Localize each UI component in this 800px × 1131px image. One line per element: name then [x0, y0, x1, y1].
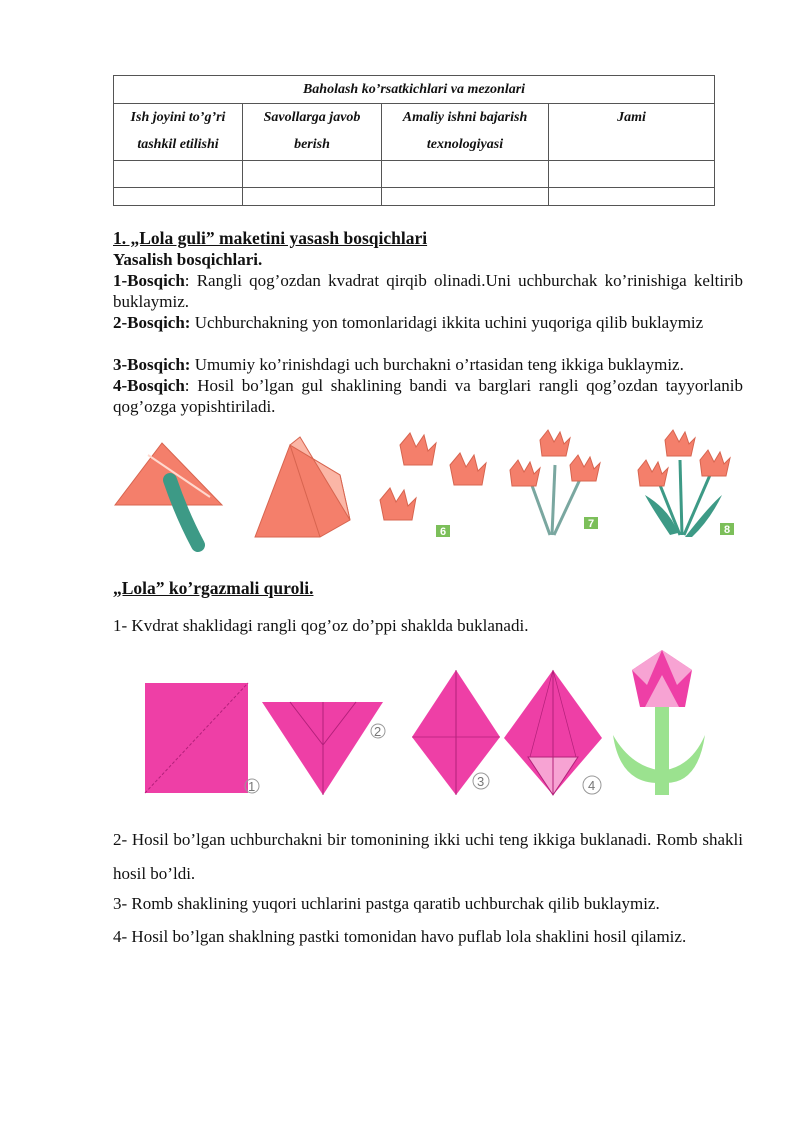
pink-triangle-illustration: [262, 702, 385, 795]
svg-text:8: 8: [724, 524, 731, 536]
step-3: 3-Bosqich: Umumiy ko’rinishdagi uch burchakni o’rtasidan teng ikkiga buklaymiz.: [113, 355, 684, 374]
svg-text:4: 4: [588, 778, 596, 793]
column-header-workplace: Ish joyini to’g’ri tashkil etilishi: [114, 104, 243, 161]
section-subtitle: Yasalish bosqichlari.: [113, 250, 263, 269]
instruction-2: 2- Hosil bo’lgan uchburchakni bir tomonining ikki uchi teng ikkiga buklanadi. Romb shakli hosil bo’ldi.: [113, 830, 743, 883]
tulip-steps-figure: [110, 425, 750, 555]
table-row: [114, 188, 715, 206]
section-title-tulip-visual-aid: „Lola” ko’rgazmali quroli.: [113, 578, 314, 598]
pink-square-illustration: [145, 683, 259, 794]
svg-text:3: 3: [477, 774, 485, 789]
svg-text:6: 6: [440, 526, 447, 538]
svg-text:1: 1: [248, 779, 256, 794]
pink-tulip-illustration: [613, 650, 705, 795]
pink-tulip-steps-figure: [140, 645, 710, 800]
instruction-1: 1- Kvdrat shaklidagi rangli qog’oz do’ppi shaklda buklanadi.: [113, 616, 529, 635]
tulip-heads-illustration: [380, 433, 486, 520]
instruction-4: 4- Hosil bo’lgan shaklning pastki tomonidan havo puflab lola shaklini hosil qilamiz.: [113, 927, 687, 946]
step-4: 4-Bosqich: Hosil bo’lgan gul shaklining bandi va barglari rangli qog’ozdan tayyorlanib qog’ozga yopishtiriladi.: [113, 376, 743, 416]
pink-folded-rhombus-illustration: [504, 670, 602, 795]
salmon-triangle-illustration: [115, 443, 222, 545]
pink-rhombus-illustration: [412, 670, 500, 795]
column-header-answers: Savollarga javob berish: [243, 104, 382, 161]
step-2: 2-Bosqich: Uchburchakning yon tomonlaridagi ikkita uchini yuqoriga qilib buklaymiz: [113, 313, 704, 332]
svg-text:7: 7: [588, 518, 595, 530]
salmon-fold-illustration: [255, 437, 350, 537]
assessment-table: [113, 75, 715, 206]
step-1: 1-Bosqich: Rangli qog’ozdan kvadrat qirqib olinadi.Uni uchburchak ko’rinishiga keltirib buklaymiz.: [113, 271, 743, 311]
column-header-total: Jami: [549, 104, 715, 161]
table-row: [114, 161, 715, 188]
tulip-arrangement-illustration: [638, 430, 730, 537]
table-title: Baholash ko’rsatkichlari va mezonlari: [114, 76, 715, 104]
column-header-technology: Amaliy ishni bajarish texnologiyasi: [382, 104, 549, 161]
section-title-tulip-model: 1. „Lola guli” maketini yasash bosqichlari: [113, 228, 428, 248]
svg-text:2: 2: [374, 724, 382, 739]
instruction-3: 3- Romb shaklining yuqori uchlarini pastga qaratib uchburchak qilib buklaymiz.: [113, 894, 660, 913]
